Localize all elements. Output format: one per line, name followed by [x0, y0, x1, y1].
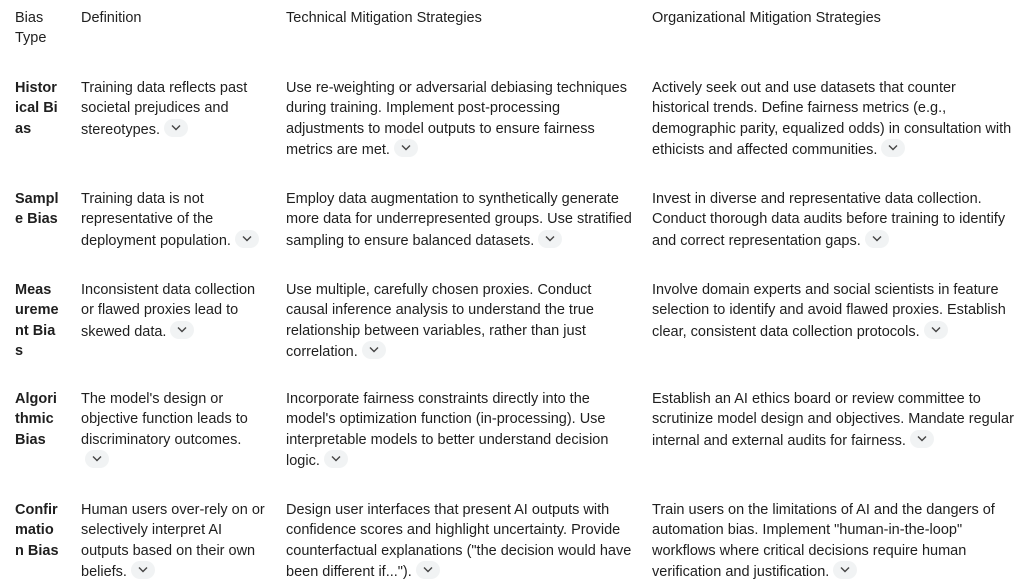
expand-chevron-button[interactable] [416, 561, 440, 579]
organizational-cell [652, 280, 1014, 342]
chevron-down-icon [872, 235, 882, 242]
definition-text: The model's design or objective function leads to discriminatory outcomes. [81, 391, 248, 448]
chevron-down-icon [545, 235, 555, 242]
definition-text: Training data is not representative of the deployment population. [81, 191, 231, 249]
bias-type-cell: Historical Bias [15, 80, 58, 137]
chevron-down-icon [177, 326, 187, 333]
technical-text: Incorporate fairness constraints directly into the model's optimization function (in-processing). Use interpretable models to better understand decision logic. [286, 391, 609, 469]
organizational-text: Invest in diverse and representative data collection. Conduct thorough data audits before training to identify and correct representation gaps. [652, 191, 1006, 249]
organizational-cell [652, 389, 1014, 451]
chevron-down-icon [369, 346, 379, 353]
chevron-down-icon [401, 144, 411, 151]
definition-text: Training data reflects past societal prejudices and stereotypes. [81, 80, 248, 138]
chevron-down-icon [840, 566, 850, 573]
expand-chevron-button[interactable] [924, 321, 948, 339]
chevron-down-icon [242, 235, 252, 242]
expand-chevron-button[interactable] [362, 341, 386, 359]
technical-cell [286, 189, 632, 251]
header-technical: Technical Mitigation Strategies [286, 10, 482, 26]
chevron-down-icon [917, 435, 927, 442]
definition-cell [81, 500, 267, 582]
definition-cell [81, 389, 267, 471]
table-row [0, 280, 1024, 380]
technical-cell [286, 280, 632, 362]
expand-chevron-button[interactable] [865, 230, 889, 248]
technical-cell [286, 500, 632, 582]
organizational-text: Establish an AI ethics board or review committee to scrutinize model design and objectives. Mandate regular internal and external audits for fairness. [652, 391, 1014, 449]
expand-chevron-button[interactable] [170, 321, 194, 339]
chevron-down-icon [331, 455, 341, 462]
definition-text: Inconsistent data collection or flawed proxies lead to skewed data. [81, 282, 256, 340]
organizational-text: Involve domain experts and social scientists in feature selection to identify and avoid flawed proxies. Establish clear, consistent data collection protocols. [652, 282, 1006, 340]
definition-cell [81, 78, 267, 140]
technical-cell [286, 389, 632, 471]
table-row [0, 389, 1024, 489]
bias-type-cell: Algorithmic Bias [15, 391, 57, 448]
definition-cell [81, 189, 267, 251]
organizational-text: Actively seek out and use datasets that counter historical trends. Define fairness metrics (e.g., demographic parity, equalized odds) in consultation with ethicists and affected communities. [652, 80, 1012, 158]
header-definition: Definition [81, 10, 142, 26]
table-row [0, 78, 1024, 178]
table-row [0, 500, 1024, 584]
header-bias-type: Bias Type [15, 10, 47, 47]
chevron-down-icon [138, 566, 148, 573]
chevron-down-icon [888, 144, 898, 151]
expand-chevron-button[interactable] [910, 430, 934, 448]
header-organizational: Organizational Mitigation Strategies [652, 10, 881, 26]
expand-chevron-button[interactable] [131, 561, 155, 579]
organizational-cell [652, 500, 1014, 582]
definition-cell [81, 280, 267, 342]
table-header-row [0, 8, 1024, 70]
expand-chevron-button[interactable] [85, 450, 109, 468]
technical-text: Use re-weighting or adversarial debiasing techniques during training. Implement post-processing adjustments to model outputs to ensure fairness metrics are met. [286, 80, 627, 158]
organizational-text: Train users on the limitations of AI and the dangers of automation bias. Implement "human-in-the-loop" workflows where critical decisions require human verification and justification. [652, 502, 995, 580]
table-row [0, 189, 1024, 269]
bias-type-cell: Confirmation Bias [15, 502, 59, 559]
expand-chevron-button[interactable] [538, 230, 562, 248]
technical-text: Use multiple, carefully chosen proxies. Conduct causal inference analysis to understand the true relationship between variables, rather than just correlation. [286, 282, 594, 360]
organizational-cell [652, 78, 1014, 160]
technical-cell [286, 78, 632, 160]
expand-chevron-button[interactable] [881, 139, 905, 157]
expand-chevron-button[interactable] [324, 450, 348, 468]
expand-chevron-button[interactable] [164, 119, 188, 137]
bias-type-cell: Measurement Bias [15, 282, 59, 359]
expand-chevron-button[interactable] [394, 139, 418, 157]
expand-chevron-button[interactable] [235, 230, 259, 248]
chevron-down-icon [423, 566, 433, 573]
technical-text: Design user interfaces that present AI outputs with confidence scores and highlight uncertainty. Provide counterfactual explanations ("the decision would have been different if..."). [286, 502, 632, 580]
expand-chevron-button[interactable] [833, 561, 857, 579]
organizational-cell [652, 189, 1014, 251]
bias-type-cell: Sample Bias [15, 191, 59, 228]
chevron-down-icon [171, 124, 181, 131]
definition-text: Human users over-rely on or selectively interpret AI outputs based on their own beliefs. [81, 502, 265, 580]
chevron-down-icon [931, 326, 941, 333]
technical-text: Employ data augmentation to synthetically generate more data for underrepresented groups. Use stratified sampling to ensure balanced datasets. [286, 191, 632, 249]
chevron-down-icon [92, 455, 102, 462]
